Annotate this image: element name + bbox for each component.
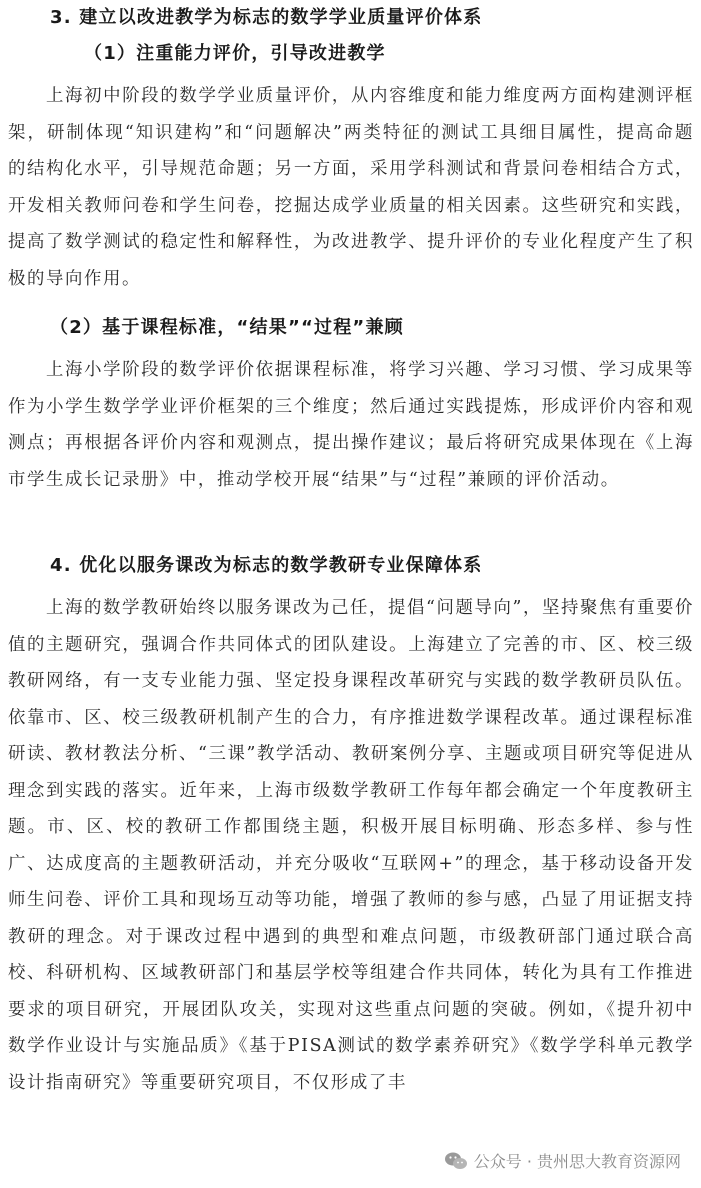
watermark-text: 公众号 · 贵州思大教育资源网 xyxy=(473,1152,681,1171)
watermark xyxy=(444,1149,681,1172)
subsection-2-heading: （2）基于课程标准，“结果”“过程”兼顾 xyxy=(50,317,404,338)
section-4-heading: 4. 优化以服务课改为标志的数学教研专业保障体系 xyxy=(50,555,483,576)
wechat-icon xyxy=(444,1151,468,1171)
section-3-heading: 3. 建立以改进教学为标志的数学学业质量评价体系 xyxy=(50,7,483,28)
paragraph-teaching-research: 上海的数学教研始终以服务课改为己任，提倡“问题导向”，坚持聚焦有重要价值的主题研究，强调合作共同体式的团队建设。上海建立了完善的市、区、校三级教研网络，有一支专业能力强、坚定投身课程改革研究与实践的数学教研员队伍。依靠市、区、校三级教研机制产生的合力，有序推进数学课程改革。通过课程标准研读、教材教法分析、“三课”教学活动、教研案例分享、主题或项目研究等促进从理念到实践的落实。近年来，上海市级数学教研工作每年都会确定一个年度教研主题。市、区、校的教研工作都围绕主题，积极开展目标明确、形态多样、参与性广、达成度高的主题教研活动，并充分吸收“互联网+”的理念，基于移动设备开发师生问卷、评价工具和现场互动等功能，增强了教师的参与感，凸显了用证据支持教研的理念。对于课改过程中遇到的典型和难点问题，市级教研部门通过联合高校、科研机构、区域教研部门和基层学校等组建合作共同体，转化为具有工作推进要求的项目研究，开展团队攻关，实现对这些重点问题的突破。例如，《提升初中数学作业设计与实施品质》《基于PISA测试的数学素养研究》《数学学科单元教学设计指南研究》等重要研究项目，不仅形成了丰 xyxy=(8,598,694,1093)
paragraph-assessment-framework: 上海初中阶段的数学学业质量评价，从内容维度和能力维度两方面构建测评框架，研制体现“知识建构”和“问题解决”两类特征的测试工具细目属性，提高命题的结构化水平，引导规范命题；另一方面，采用学科测试和背景问卷相结合方式，开发相关教师问卷和学生问卷，挖掘达成学业质量的相关因素。这些研究和实践，提高了数学测试的稳定性和解释性，为改进教学、提升评价的专业化程度产生了积极的导向作用。 xyxy=(8,86,694,289)
subsection-1-heading: （1）注重能力评价，引导改进教学 xyxy=(84,43,386,64)
paragraph-curriculum-standards: 上海小学阶段的数学评价依据课程标准，将学习兴趣、学习习惯、学习成果等作为小学生数学学业评价框架的三个维度；然后通过实践提炼，形成评价内容和观测点；再根据各评价内容和观测点，提出操作建议；最后将研究成果体现在《上海市学生成长记录册》中，推动学校开展“结果”与“过程”兼顾的评价活动。 xyxy=(8,360,694,490)
